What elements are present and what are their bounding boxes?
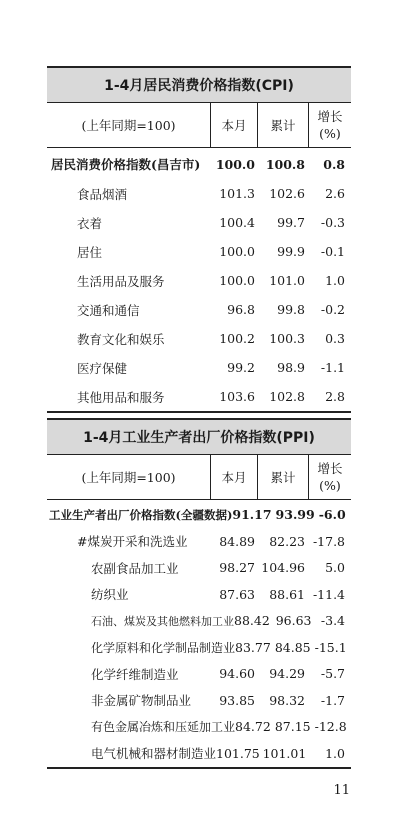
cumulative-header: 累计: [258, 455, 309, 499]
row-label: 其他用品和服务: [77, 389, 165, 405]
cumulative-value: 99.7: [277, 215, 305, 230]
growth-value: 5.0: [325, 560, 345, 576]
growth-value: -17.8: [312, 533, 345, 549]
month-value: 87.63: [219, 586, 255, 602]
table-row: [47, 634, 351, 661]
month-value: 83.77: [235, 639, 271, 655]
row-label: 农副食品加工业: [91, 560, 179, 576]
month-value: 100.2: [219, 331, 255, 346]
month-value: 100.4: [219, 215, 255, 230]
growth-value: -6.0: [318, 507, 346, 522]
table-row: [47, 661, 351, 688]
table-row: [47, 208, 351, 237]
table-row: [47, 382, 351, 413]
row-label: 非金属矿物制品业: [91, 693, 192, 709]
row-label: #煤炭开采和洗选业: [77, 534, 188, 550]
row-label: 医疗保健: [77, 360, 128, 376]
cumulative-value: 102.6: [269, 186, 305, 201]
cumulative-value: 99.8: [277, 302, 305, 317]
month-value: 96.8: [227, 302, 255, 317]
row-label: 有色金属冶炼和压延加工业: [91, 720, 236, 735]
cumulative-value: 96.63: [275, 613, 312, 629]
month-value: 101.75: [216, 745, 260, 761]
growth-value: -0.3: [320, 215, 345, 230]
growth-value: -11.4: [312, 586, 345, 602]
growth-header: [309, 103, 351, 147]
growth-header: [309, 455, 351, 499]
page-number: 11: [333, 783, 350, 798]
cumulative-value: 104.96: [261, 560, 305, 576]
cpi-table: [47, 66, 351, 413]
table-row: [47, 581, 351, 608]
growth-value: -12.8: [314, 719, 347, 735]
cumulative-value: 101.01: [262, 745, 307, 761]
growth-header-label: 增长: [317, 109, 343, 124]
cumulative-value: 98.32: [269, 692, 305, 708]
cumulative-header: 累计: [258, 103, 309, 147]
row-label: 交通和通信: [77, 302, 140, 318]
month-value: 100.0: [219, 244, 255, 259]
cumulative-value: 99.9: [277, 244, 305, 259]
cumulative-value: 100.3: [269, 331, 305, 346]
base-year-header: (上年同期=100): [47, 103, 211, 147]
growth-value: 0.3: [325, 331, 345, 346]
growth-header-unit: (%): [319, 126, 341, 141]
table-row: [47, 501, 351, 528]
month-value: 84.89: [219, 533, 255, 549]
table-row: [47, 237, 351, 266]
month-header: 本月: [211, 103, 258, 147]
table-row: [47, 353, 351, 382]
growth-value: -0.2: [320, 302, 345, 317]
month-value: 91.17: [232, 507, 272, 522]
row-label: 衣着: [77, 215, 103, 231]
table-row: [47, 266, 351, 295]
table-row: [47, 608, 351, 635]
row-label: 纺织业: [91, 587, 129, 603]
cumulative-value: 88.61: [269, 586, 305, 602]
row-label: 居民消费价格指数(昌吉市): [51, 157, 201, 172]
cumulative-value: 94.29: [269, 666, 305, 682]
growth-value: -5.7: [320, 666, 345, 682]
cpi-header-row: [47, 103, 351, 148]
cumulative-value: 100.8: [265, 156, 305, 172]
month-value: 98.27: [219, 560, 255, 576]
table-row: [47, 528, 351, 555]
row-label: 石油、煤炭及其他燃料加工业: [91, 614, 234, 628]
month-value: 103.6: [219, 389, 255, 404]
table-row: [47, 324, 351, 353]
cumulative-value: 98.9: [277, 360, 305, 375]
table-row: [47, 295, 351, 324]
month-value: 93.85: [219, 692, 255, 708]
growth-value: 1.0: [325, 745, 345, 761]
growth-value: -1.7: [320, 692, 345, 708]
table-row: [47, 555, 351, 582]
month-value: 99.2: [227, 360, 255, 375]
table-row: [47, 740, 351, 769]
row-label: 教育文化和娱乐: [77, 331, 165, 347]
cumulative-value: 101.0: [269, 273, 305, 288]
row-label: 电气机械和器材制造业: [91, 746, 217, 762]
table-row: [47, 714, 351, 741]
ppi-table-title: 1-4月工业生产者出厂价格指数(PPI): [47, 418, 351, 455]
cumulative-value: 84.85: [274, 639, 311, 655]
row-label: 食品烟酒: [77, 186, 128, 202]
growth-value: 2.6: [325, 186, 345, 201]
table-row: [47, 179, 351, 208]
cumulative-value: 93.99: [275, 507, 315, 522]
growth-value: 2.8: [325, 389, 345, 404]
growth-value: 1.0: [325, 273, 345, 288]
month-value: 101.3: [219, 186, 255, 201]
row-label: 化学原料和化学制品制造业: [91, 640, 236, 655]
ppi-header-row: [47, 455, 351, 500]
row-label: 居住: [77, 244, 103, 260]
month-header: 本月: [211, 455, 258, 499]
month-value: 94.60: [219, 666, 255, 682]
row-label: 生活用品及服务: [77, 273, 165, 289]
growth-header-unit: (%): [319, 478, 341, 493]
table-row: [47, 149, 351, 179]
cumulative-value: 102.8: [269, 389, 305, 404]
month-value: 100.0: [219, 273, 255, 288]
table-row: [47, 687, 351, 714]
growth-value: -0.1: [320, 244, 345, 259]
cumulative-value: 87.15: [274, 719, 311, 735]
ppi-table: [47, 418, 351, 769]
month-value: 84.72: [235, 719, 271, 735]
growth-value: 0.8: [323, 156, 345, 172]
month-value: 88.42: [234, 613, 270, 629]
growth-value: -1.1: [320, 360, 345, 375]
row-label: 化学纤维制造业: [91, 666, 179, 682]
growth-value: -15.1: [314, 639, 347, 655]
base-year-header: (上年同期=100): [47, 455, 211, 499]
growth-header-label: 增长: [317, 461, 343, 476]
month-value: 100.0: [215, 156, 255, 172]
row-label: 工业生产者出厂价格指数(全疆数据): [49, 507, 233, 522]
growth-value: -3.4: [320, 613, 345, 629]
cpi-table-title: 1-4月居民消费价格指数(CPI): [47, 66, 351, 103]
cumulative-value: 82.23: [269, 533, 305, 549]
